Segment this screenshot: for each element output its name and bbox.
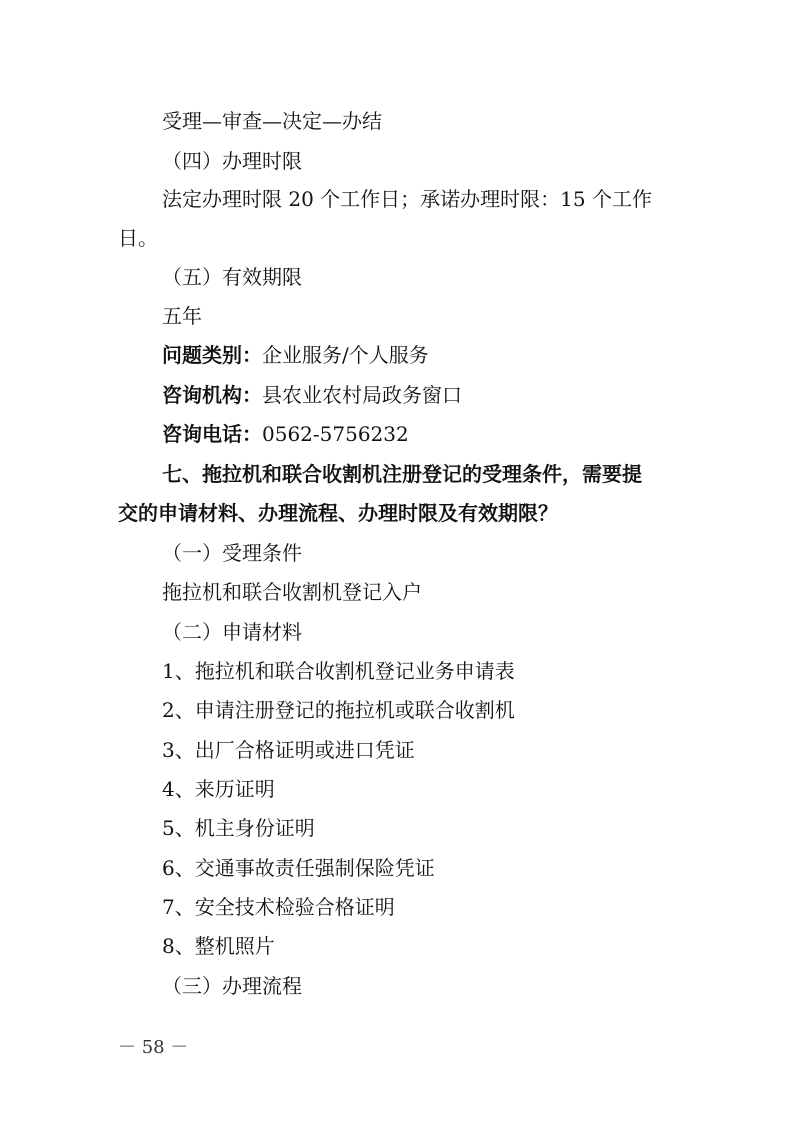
material-item: 6、交通事故责任强制保险凭证 [162,856,435,880]
time-limit-text: 法定办理时限 20 个工作日；承诺办理时限：15 个工作 [162,187,652,211]
validity-text: 五年 [162,304,202,328]
phone-label: 咨询电话： [162,422,262,446]
material-item: 5、机主身份证明 [162,816,315,840]
agency-row [162,382,722,408]
material-item: 4、来历证明 [162,777,275,801]
material-item: 8、整机照片 [162,934,275,958]
material-item: 7、安全技术检验合格证明 [162,895,395,919]
time-limit-heading: （四）办理时限 [162,149,302,173]
agency-value: 县农业农村局政务窗口 [262,383,462,407]
category-label: 问题类别： [162,343,262,367]
conditions-text: 拖拉机和联合收割机登记入户 [162,580,422,604]
process-heading: （三）办理流程 [162,974,302,998]
category-row [162,342,722,368]
material-item: 1、拖拉机和联合收割机登记业务申请表 [162,659,515,683]
category-value: 企业服务/个人服务 [262,343,429,367]
question-title-line1: 七、拖拉机和联合收割机注册登记的受理条件，需要提 [162,462,642,486]
agency-label: 咨询机构： [162,383,262,407]
phone-value: 0562-5756232 [262,422,409,446]
material-item: 2、申请注册登记的拖拉机或联合收割机 [162,698,515,722]
phone-row [162,421,722,447]
validity-heading: （五）有效期限 [162,265,302,289]
conditions-heading: （一）受理条件 [162,541,302,565]
time-limit-text-continued: 日。 [118,226,158,250]
material-item: 3、出厂合格证明或进口凭证 [162,738,415,762]
question-title-line2: 交的申请材料、办理流程、办理时限及有效期限？ [118,501,558,525]
materials-heading: （二）申请材料 [162,620,302,644]
process-steps-text: 受理—审查—决定—办结 [162,109,382,133]
page-number: － 58 － [118,1037,189,1058]
